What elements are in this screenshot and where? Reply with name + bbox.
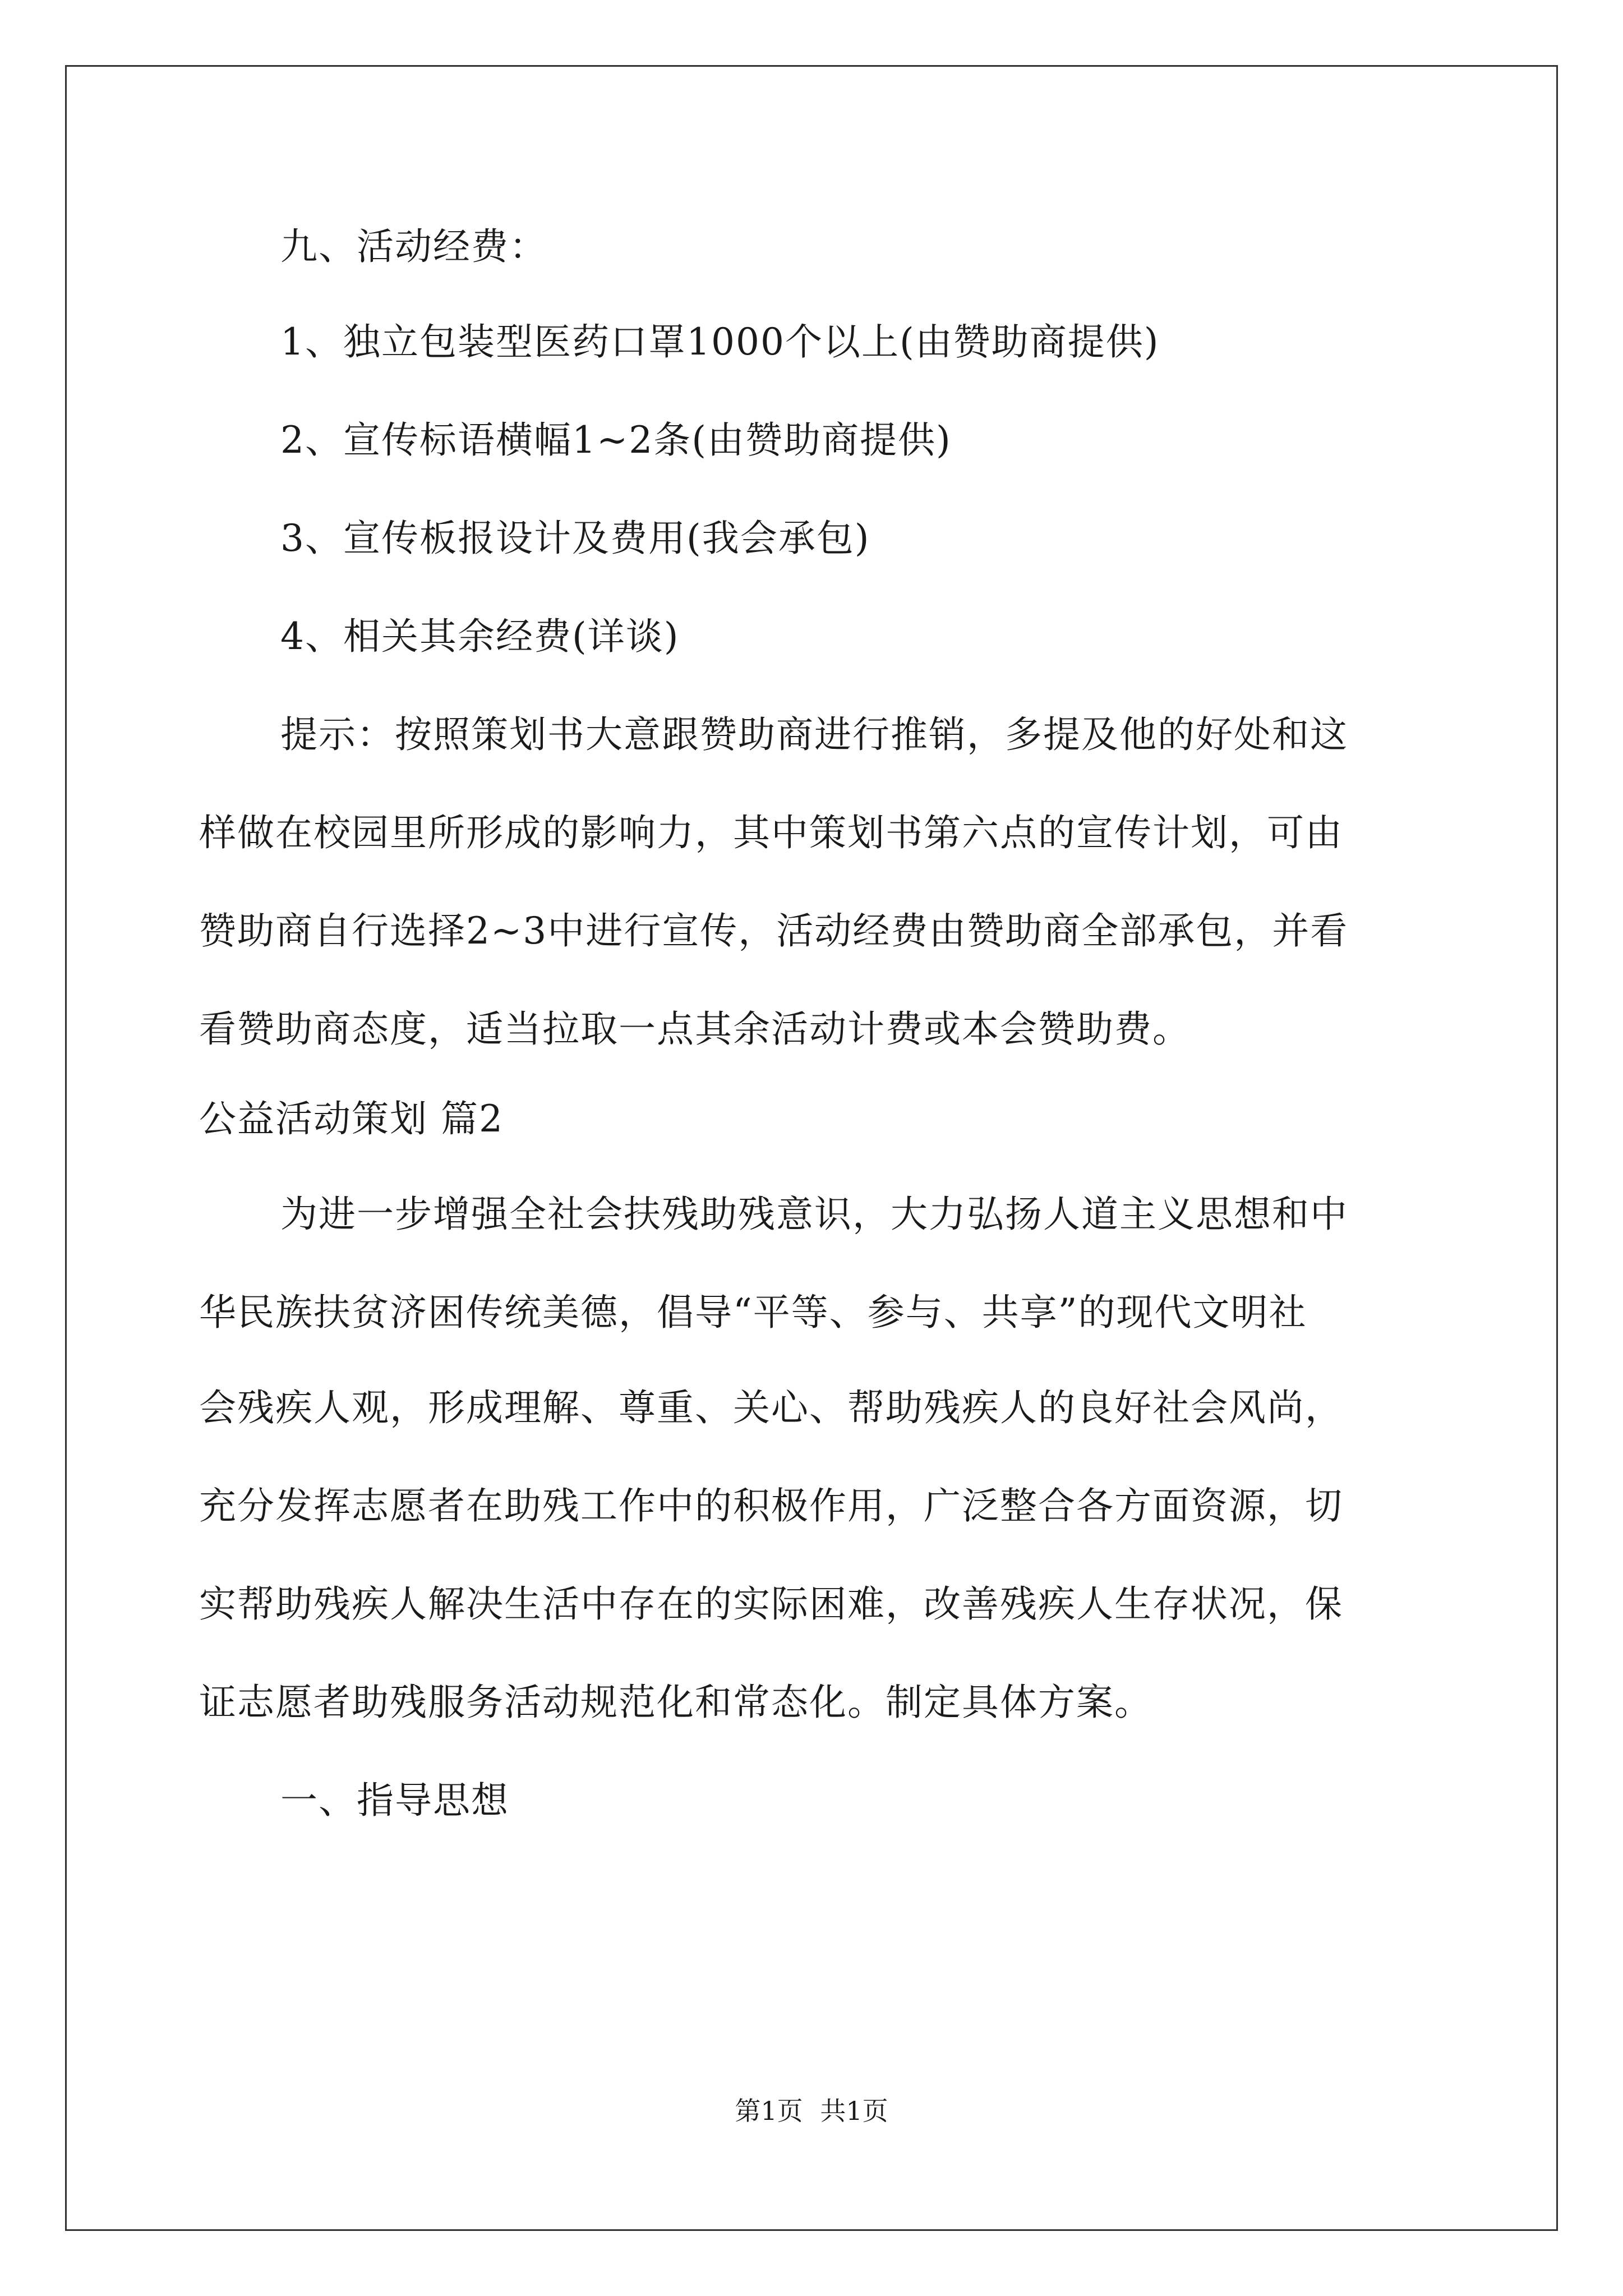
page-border	[65, 65, 1558, 2231]
tip-paragraph-line: 样做在校园里所形成的影响力，其中策划书第六点的宣传计划，可由	[199, 811, 1343, 854]
funding-item-1: 1、独立包装型医药口罩1000个以上(由赞助商提供)	[280, 320, 1160, 364]
page-footer	[0, 2095, 1623, 2127]
intro-paragraph-line: 会残疾人观，形成理解、尊重、关心、帮助残疾人的良好社会风尚，	[199, 1386, 1343, 1429]
funding-item-3: 3、宣传板报设计及费用(我会承包)	[280, 517, 870, 560]
intro-paragraph-line: 为进一步增强全社会扶残助残意识，大力弘扬人道主义思想和中	[280, 1193, 1348, 1236]
page-number: 第1页	[735, 2096, 803, 2126]
intro-paragraph-line: 充分发挥志愿者在助残工作中的积极作用，广泛整合各方面资源，切	[199, 1484, 1343, 1527]
article-title: 公益活动策划 篇2	[199, 1097, 504, 1140]
section-heading-guiding-ideology: 一、指导思想	[280, 1779, 509, 1822]
tip-paragraph-line: 赞助商自行选择2~3中进行宣传，活动经费由赞助商全部承包，并看	[199, 909, 1349, 953]
intro-paragraph-line: 证志愿者助残服务活动规范化和常态化。制定具体方案。	[199, 1681, 1152, 1724]
tip-paragraph-line: 看赞助商态度，适当拉取一点其余活动计费或本会赞助费。	[199, 1007, 1191, 1051]
intro-paragraph-line: 实帮助残疾人解决生活中存在的实际困难，改善残疾人生存状况，保	[199, 1582, 1343, 1626]
section-heading-funding: 九、活动经费：	[280, 225, 547, 268]
funding-item-4: 4、相关其余经费(详谈)	[280, 615, 680, 658]
intro-paragraph-line: 华民族扶贫济困传统美德，倡导“平等、参与、共享”的现代文明社	[199, 1291, 1307, 1334]
funding-item-2: 2、宣传标语横幅1~2条(由赞助商提供)	[280, 418, 952, 462]
page-total: 共1页	[820, 2096, 888, 2126]
tip-paragraph-line: 提示：按照策划书大意跟赞助商进行推销，多提及他的好处和这	[280, 713, 1348, 756]
